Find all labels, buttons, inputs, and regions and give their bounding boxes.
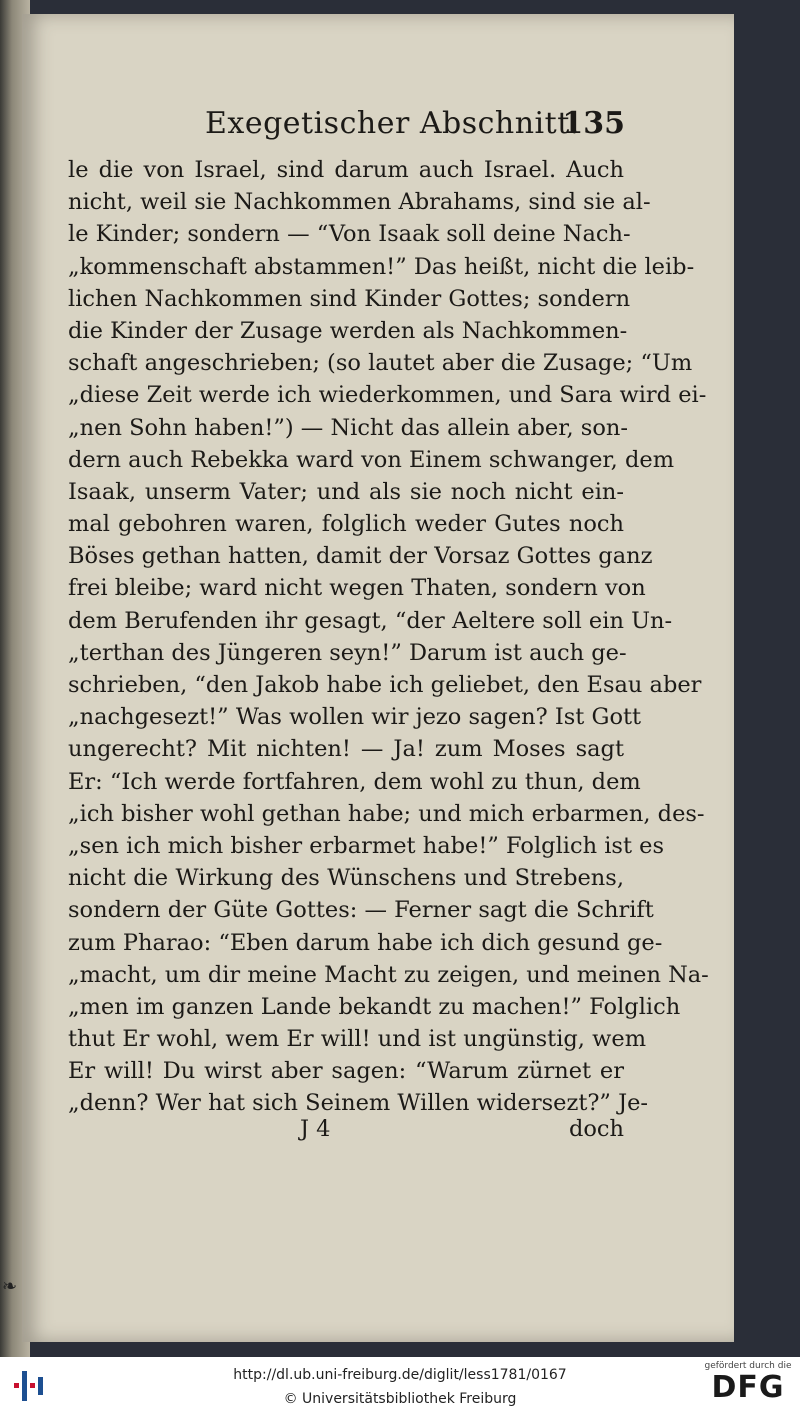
viewer-footer-bar (0, 1357, 800, 1415)
body-text (68, 154, 709, 1120)
permalink-url[interactable]: http://dl.ub.uni-freiburg.de/diglit/less1781/0167 (233, 1367, 567, 1383)
text-line: die Kinder der Zusage werden als Nachkommen- (68, 317, 628, 344)
funder-label: gefördert durch die (704, 1361, 792, 1371)
text-line: le Kinder; sondern — “Von Isaak soll deine Nach- (68, 221, 631, 248)
text-line: Isaak, unserm Vater; und als sie noch nicht ein- (68, 478, 624, 505)
text-line: „kommenschaft abstammen!” Das heißt, nicht die leib- (68, 253, 695, 280)
text-line: thut Er wohl, wem Er will! und ist ungünstig, wem (68, 1026, 647, 1053)
copyright-notice: © Universitätsbibliothek Freiburg (283, 1391, 517, 1407)
text-line: „sen ich mich bisher erbarmet habe!” Folglich ist es (68, 832, 665, 859)
margin-ornament-icon: ❧ (2, 1276, 18, 1297)
text-line: „macht, um dir meine Macht zu zeigen, und meinen Na- (68, 961, 709, 988)
text-line: mal gebohren waren, folglich weder Gutes noch (68, 511, 624, 538)
dfg-funder-logo (704, 1361, 792, 1411)
text-line: Er will! Du wirst aber sagen: “Warum zürnet er (68, 1058, 624, 1085)
text-line: lichen Nachkommen sind Kinder Gottes; sondern (68, 285, 631, 312)
text-line: zum Pharao: “Eben darum habe ich dich gesund ge- (68, 929, 663, 956)
text-line: „diese Zeit werde ich wiederkommen, und Sara wird ei- (68, 382, 707, 409)
catchword: doch (568, 1116, 624, 1142)
text-line: Er: “Ich werde fortfahren, dem wohl zu thun, dem (68, 768, 641, 795)
text-line: le die von Israel, sind darum auch Israel. Auch (68, 157, 624, 183)
text-line: dem Berufenden ihr gesagt, “der Aeltere soll ein Un- (68, 607, 673, 634)
text-line: schrieben, “den Jakob habe ich geliebet, den Esau aber (68, 672, 702, 698)
dfg-logo-text: DFG (711, 1370, 785, 1405)
running-header (205, 100, 625, 150)
text-line: dern auch Rebekka ward von Einem schwanger, dem (68, 446, 675, 473)
page-number: 135 (562, 106, 625, 141)
text-line: Böses gethan hatten, damit der Vorsaz Gottes ganz (68, 543, 653, 570)
text-line: „nachgesezt!” Was wollen wir jezo sagen? Ist Gott (68, 704, 642, 731)
text-line: frei bleibe; ward nicht wegen Thaten, sondern von (68, 575, 646, 602)
text-line: nicht, weil sie Nachkommen Abrahams, sind sie al- (68, 189, 651, 216)
signature-mark: J 4 (300, 1116, 331, 1142)
text-line: schaft angeschrieben; (so lautet aber die Zusage; “Um (68, 350, 693, 377)
text-line: nicht die Wirkung des Wünschens und Strebens, (68, 865, 624, 892)
text-line: „denn? Wer hat sich Seinem Willen widersezt?” Je- (68, 1090, 649, 1117)
text-line: ungerecht? Mit nichten! — Ja! zum Moses sagt (68, 736, 624, 763)
text-line: „terthan des Jüngeren seyn!” Darum ist auch ge- (68, 639, 627, 666)
text-line: „men im ganzen Lande bekandt zu machen!” Folglich (68, 993, 681, 1020)
text-line: sondern der Güte Gottes: — Ferner sagt die Schrift (68, 897, 654, 924)
text-line: „nen Sohn haben!”) — Nicht das allein aber, son- (68, 414, 628, 441)
page-footer (68, 1112, 624, 1152)
text-line: „ich bisher wohl gethan habe; und mich erbarmen, des- (68, 800, 705, 827)
header-title: Exegetischer Abschnitt. (205, 106, 580, 141)
